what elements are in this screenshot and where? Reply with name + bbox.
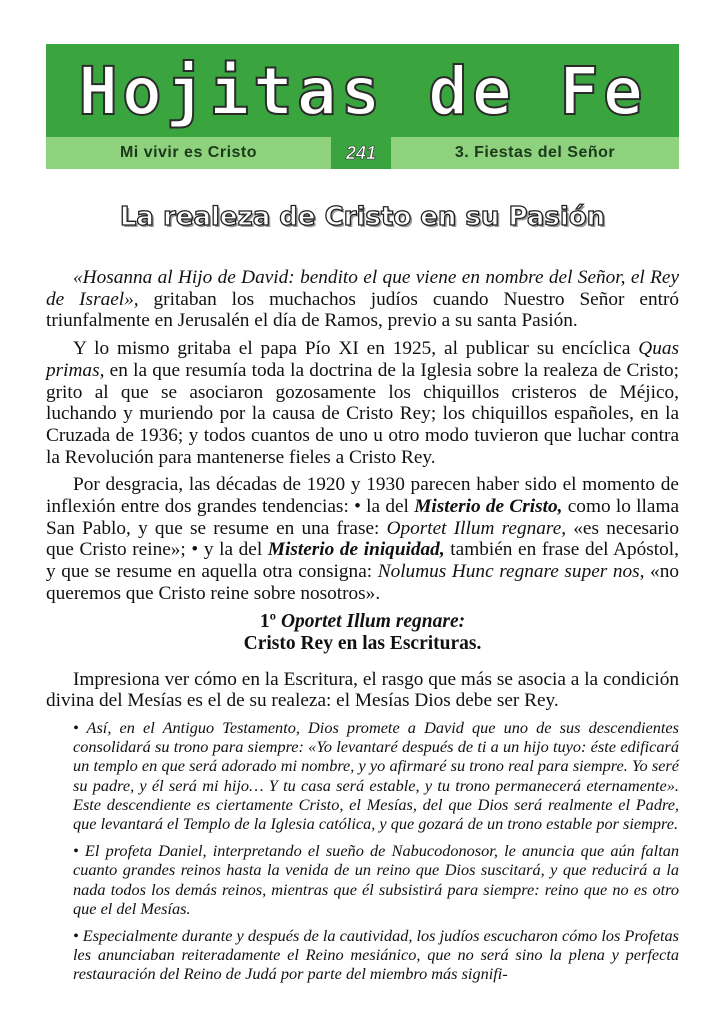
- bullet-item: • El profeta Daniel, interpretando el sueño de Nabucodonosor, le anuncia que aún faltan cuanto grandes reinos hasta la venida de un reino que Dios suscitará, y que reducirá a la nada todos los demás reinos, mientras que él subsistirá para siempre: reino que no es otro que el del Mesías.: [73, 841, 679, 918]
- paragraph-2: Y lo mismo gritaba el papa Pío XI en 1925, al publicar su encíclica Quas primas, en la que resumía toda la doctrina de la Iglesia sobre la realeza de Cristo; grito al que se asociaron gozosamente los chiquillos cristeros de Méjico, luchando y muriendo por la causa de Cristo Rey; los chiquillos españoles, en la Cruzada de 1936; y todos cuantos de uno u otro modo tuvieron que luchar contra la Revolución para mantenerse fieles a Cristo Rey.: [46, 338, 679, 468]
- bullet-item: • Así, en el Antiguo Testamento, Dios promete a David que uno de sus descendientes consolidará su trono para siempre: «Yo levantaré después de ti a un hijo tuyo: éste edificará un templo en que será adorado mi nombre, y yo afirmaré su trono real para siempre. Yo seré su padre, y él será mi hijo… Y tu casa será estable, y tu trono permanecerá eternamente». Este descendiente es ciertamente Cristo, el Mesías, del que Dios será realmente el Padre, que levantará el Templo de la Iglesia católica, y que gozará de un trono estable por siempre.: [73, 717, 679, 833]
- masthead-title: Hojitas de Fe: [78, 53, 647, 130]
- article-body: [46, 267, 679, 992]
- paragraph-3: Por desgracia, las décadas de 1920 y 1930 parecen haber sido el momento de inflexión entre dos grandes tendencias: • la del Misterio de Cristo, como lo llama San Pablo, y que se resume en una frase: Oportet Illum regnare, «es necesario que Cristo reine»; • y la del Misterio de iniquidad, también en frase del Apóstol, y que se resume en aquella otra consigna: Nolumus Hunc regnare super nos, «no queremos que Cristo reine sobre nosotros».: [46, 474, 679, 604]
- series-label: Mi vivir es Cristo: [119, 144, 258, 161]
- section-heading-line1: 1º Oportet Illum regnare:: [259, 610, 466, 632]
- header-banner: [46, 44, 679, 169]
- hosanna-quote: «Hosanna al Hijo de David: bendito el que viene en nombre del Señor, el Rey de Israel»,: [46, 267, 679, 310]
- section-heading-line2: Cristo Rey en las Escrituras.: [243, 632, 482, 654]
- paragraph-4: Impresiona ver cómo en la Escritura, el rasgo que más se asocia a la condición divina del Mesías es el de su realeza: el Mesías Dios debe ser Rey.: [46, 668, 679, 712]
- header-subbar: [46, 137, 679, 169]
- section-heading: [46, 611, 679, 655]
- paragraph-1: «Hosanna al Hijo de David: bendito el que viene en nombre del Señor, el Rey de Israel», gritaban los muchachos judíos cuando Nuestro Señor entró triunfalmente en Jerusalén el día de Ramos, previo a su santa Pasión.: [46, 267, 680, 332]
- article-title: La realeza de Cristo en su Pasión: [119, 202, 606, 232]
- bullet-item: • Especialmente durante y después de la cautividad, los judíos escucharon cómo los Profetas les anunciaban reiteradamente el Reino mesiánico, que no será sino la plena y perfecta restauración del Reino de Judá por parte del miembro más signifi-: [73, 925, 679, 984]
- issue-number: 241: [331, 137, 391, 169]
- section-label: 3. Fiestas del Señor: [454, 144, 616, 161]
